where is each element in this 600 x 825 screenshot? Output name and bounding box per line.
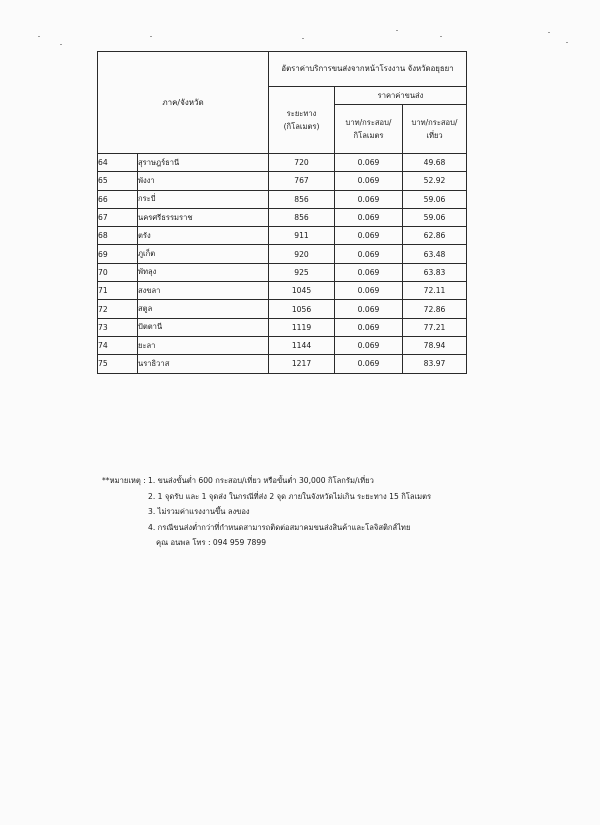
rate-per-trip-value: 77.21 — [403, 318, 467, 336]
province-name: สุราษฎร์ธานี — [138, 154, 269, 172]
note-item: 4. กรณีขนส่งต่ำกว่าที่กำหนดสามารถติดต่อสมาคมขนส่งสินค้าและโลจิสติกส์ไทย — [148, 522, 411, 532]
distance-value: 1056 — [269, 300, 335, 318]
rate-per-trip-value: 59.06 — [403, 190, 467, 208]
rate-per-km-value: 0.069 — [335, 336, 403, 354]
province-name: นครศรีธรรมราช — [138, 208, 269, 226]
province-name: กระบี่ — [138, 190, 269, 208]
distance-value: 1045 — [269, 282, 335, 300]
distance-header-line2: (กิโลเมตร) — [283, 122, 320, 131]
table-body — [98, 154, 467, 374]
contact-info: คุณ อนพล โทร : 094 959 7899 — [156, 538, 267, 547]
rate-per-trip-value: 59.06 — [403, 208, 467, 226]
table-row — [98, 263, 467, 281]
rate-per-km-value: 0.069 — [335, 318, 403, 336]
province-name: ภูเก็ต — [138, 245, 269, 263]
distance-header — [269, 87, 335, 154]
rate-per-km-value: 0.069 — [335, 227, 403, 245]
province-name: นราธิวาส — [138, 355, 269, 373]
table-row — [98, 300, 467, 318]
scan-speck — [396, 30, 398, 31]
province-name: พัทลุง — [138, 263, 269, 281]
province-name: สตูล — [138, 300, 269, 318]
rate-per-trip-value: 78.94 — [403, 336, 467, 354]
table-row — [98, 172, 467, 190]
rate-per-km-header — [335, 105, 403, 154]
table-row — [98, 336, 467, 354]
note-item: 2. 1 จุดรับ และ 1 จุดส่ง ในกรณีที่ส่ง 2 จุด ภายในจังหวัดไม่เกิน ระยะทาง 15 กิโลเมตร — [148, 491, 432, 501]
distance-value: 1144 — [269, 336, 335, 354]
rate-per-km-value: 0.069 — [335, 208, 403, 226]
note-item: 1. ขนส่งขั้นต่ำ 600 กระสอบ/เที่ยว หรือขั้นต่ำ 30,000 กิโลกรัม/เที่ยว — [148, 476, 374, 485]
shipping-rate-table — [97, 51, 467, 374]
row-number: 66 — [98, 190, 138, 208]
row-number: 73 — [98, 318, 138, 336]
scan-speck — [566, 42, 568, 43]
table-row — [98, 282, 467, 300]
row-number: 65 — [98, 172, 138, 190]
province-name: พังงา — [138, 172, 269, 190]
rate-per-trip-value: 49.68 — [403, 154, 467, 172]
distance-header-line1: ระยะทาง — [286, 109, 317, 118]
note-item: 3. ไม่รวมค่าแรงงานขึ้น ลงของ — [148, 507, 250, 516]
table-row — [98, 355, 467, 373]
rate-per-km-value: 0.069 — [335, 245, 403, 263]
row-number: 72 — [98, 300, 138, 318]
scan-speck — [38, 36, 40, 37]
rate-per-trip-value: 72.86 — [403, 300, 467, 318]
rate-per-km-header-line2: กิโลเมตร — [353, 131, 384, 140]
scan-speck — [302, 38, 304, 39]
table-row — [98, 154, 467, 172]
notes-label: **หมายเหตุ : — [102, 476, 146, 485]
rate-per-km-value: 0.069 — [335, 172, 403, 190]
province-name: ยะลา — [138, 336, 269, 354]
rate-per-trip-value: 72.11 — [403, 282, 467, 300]
row-number: 69 — [98, 245, 138, 263]
table-title: อัตราค่าบริการขนส่งจากหน้าโรงงาน จังหวัดอยุธยา — [269, 52, 467, 87]
province-name: สงขลา — [138, 282, 269, 300]
distance-value: 911 — [269, 227, 335, 245]
rate-per-km-value: 0.069 — [335, 263, 403, 281]
rate-per-km-header-line1: บาท/กระสอบ/ — [345, 118, 392, 127]
scan-speck — [548, 32, 550, 33]
distance-value: 856 — [269, 208, 335, 226]
rate-per-km-value: 0.069 — [335, 300, 403, 318]
rate-per-trip-header-line2: เที่ยว — [426, 131, 443, 140]
rate-per-trip-header-line1: บาท/กระสอบ/ — [411, 118, 458, 127]
distance-value: 920 — [269, 245, 335, 263]
rate-per-trip-value: 62.86 — [403, 227, 467, 245]
rate-per-trip-value: 63.48 — [403, 245, 467, 263]
scan-speck — [60, 44, 62, 45]
rate-per-km-value: 0.069 — [335, 190, 403, 208]
row-number: 64 — [98, 154, 138, 172]
table-row — [98, 318, 467, 336]
rate-per-trip-value: 83.97 — [403, 355, 467, 373]
distance-value: 1217 — [269, 355, 335, 373]
rate-per-trip-value: 52.92 — [403, 172, 467, 190]
shipping-price-header: ราคาค่าขนส่ง — [335, 87, 467, 105]
distance-value: 856 — [269, 190, 335, 208]
table-row — [98, 190, 467, 208]
province-name: ปัตตานี — [138, 318, 269, 336]
province-name: ตรัง — [138, 227, 269, 245]
row-number: 74 — [98, 336, 138, 354]
scan-speck — [440, 36, 442, 37]
row-number: 70 — [98, 263, 138, 281]
scan-speck — [150, 36, 152, 37]
distance-value: 1119 — [269, 318, 335, 336]
table-row — [98, 245, 467, 263]
rate-per-km-value: 0.069 — [335, 355, 403, 373]
rate-per-km-value: 0.069 — [335, 282, 403, 300]
row-number: 67 — [98, 208, 138, 226]
distance-value: 720 — [269, 154, 335, 172]
distance-value: 925 — [269, 263, 335, 281]
rate-per-trip-value: 63.83 — [403, 263, 467, 281]
rate-per-trip-header — [403, 105, 467, 154]
region-province-header: ภาค/จังหวัด — [98, 52, 269, 154]
table-row — [98, 208, 467, 226]
distance-value: 767 — [269, 172, 335, 190]
table-row — [98, 227, 467, 245]
row-number: 71 — [98, 282, 138, 300]
row-number: 75 — [98, 355, 138, 373]
row-number: 68 — [98, 227, 138, 245]
rate-per-km-value: 0.069 — [335, 154, 403, 172]
